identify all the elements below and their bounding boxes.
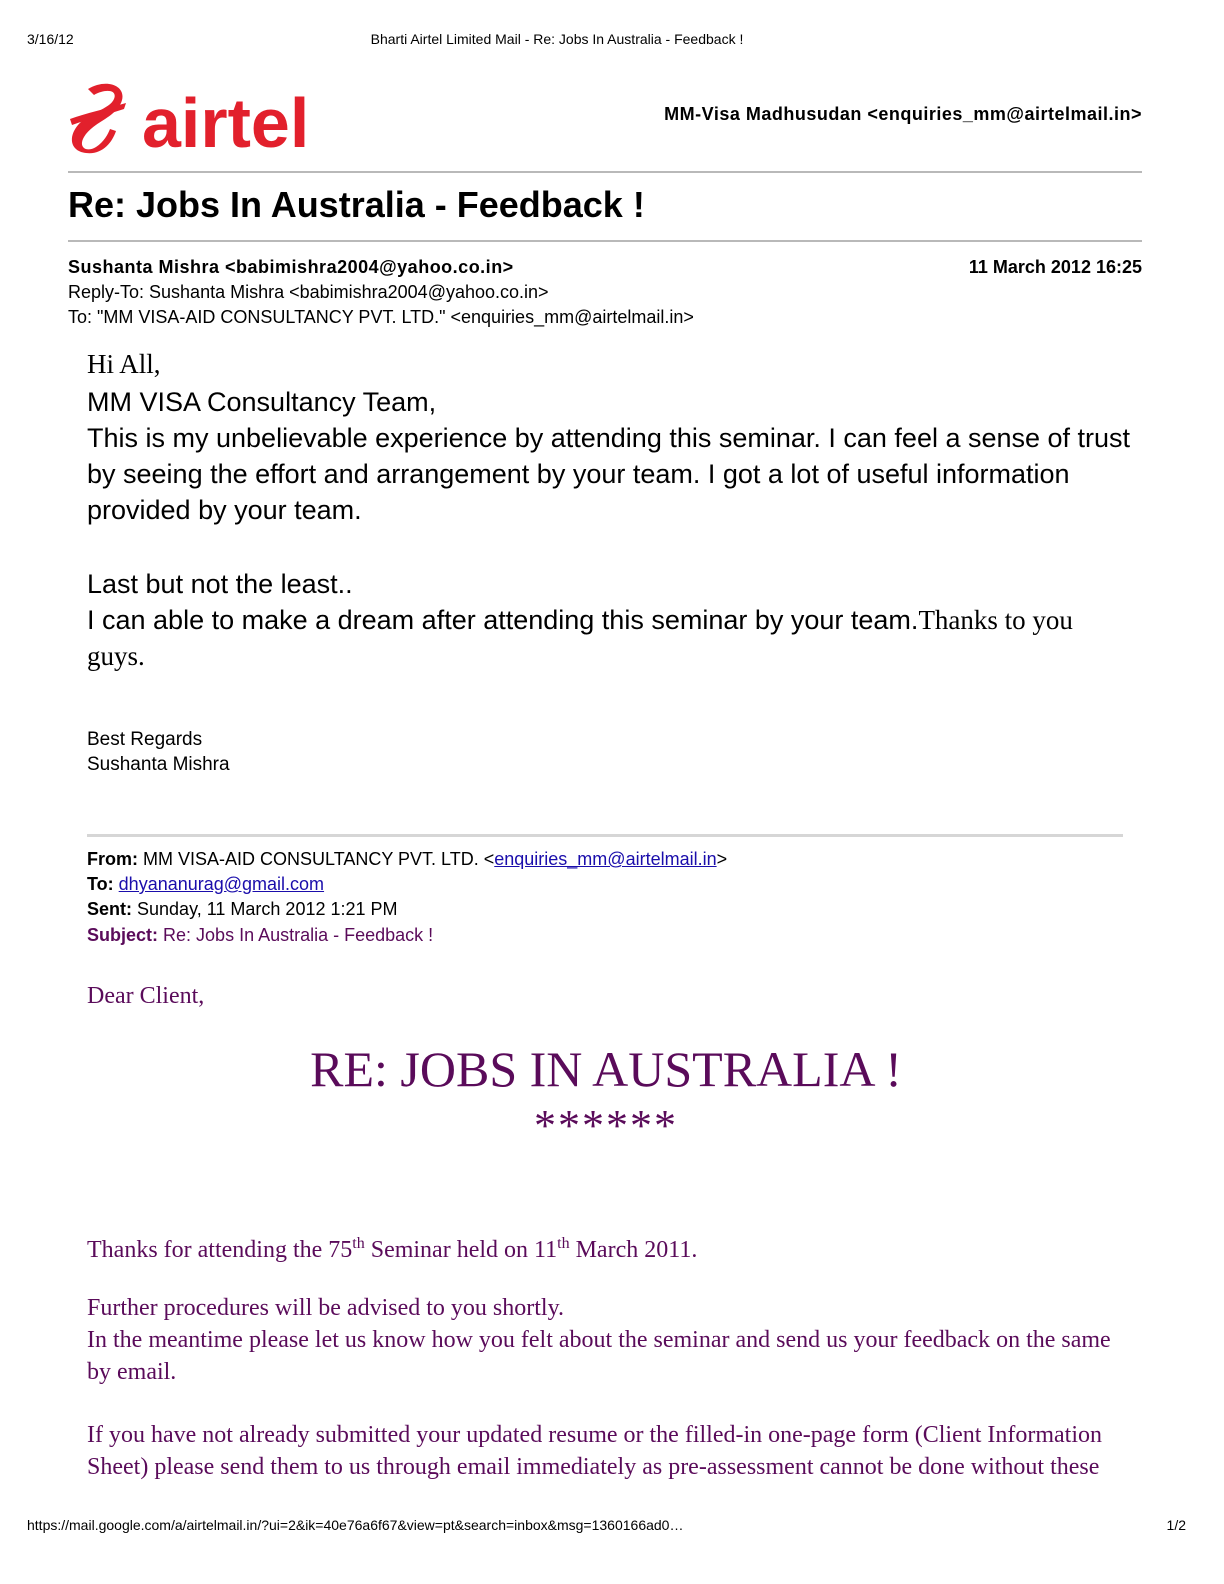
print-date: 3/16/12 [27,31,74,47]
quoted-sent-value: Sunday, 11 March 2012 1:21 PM [137,899,398,919]
quoted-to-label: To: [87,874,114,894]
salutation: Dear Client, [87,983,205,1009]
ordinal-suffix-1: th [352,1235,365,1252]
feedback-request: In the meantime please let us know how you felt about the seminar and send us your feedback on the same by email. [87,1327,1111,1385]
stars-divider: ****** [534,1101,678,1150]
quoted-from-label: From: [87,849,138,869]
team-line: MM VISA Consultancy Team, [87,387,437,417]
resume-request: If you have not already submitted your updated resume or the filled-in one-page form (Client Information Sheet) please send them to us through email immediately as pre-assessment cannot be done without these [87,1422,1103,1480]
further-procedures: Further procedures will be advised to you shortly. [87,1295,565,1321]
airtel-logo-text: airtel [142,84,306,159]
quoted-from [87,849,727,870]
thanks-part-a: Thanks for attending the 75 [87,1237,353,1263]
dream-text: I can able to make a dream after attending this seminar by your team. [87,605,919,635]
signature: Sushanta Mishra [87,754,230,775]
reply-to: Reply-To: Sushanta Mishra <babimishra2004@yahoo.co.in> [68,282,549,302]
quoted-from-close: > [716,849,728,869]
airtel-logo [66,79,306,159]
greeting: Hi All, [87,349,161,379]
regards: Best Regards [87,729,203,750]
airtel-logo-mark-icon [66,79,306,159]
quoted-sent-label: Sent: [87,899,132,919]
quoted-sent [87,899,398,920]
page-number: 1/2 [1166,1517,1186,1533]
quoted-subject-value: Re: Jobs In Australia - Feedback ! [163,925,434,945]
sender: Sushanta Mishra <babimishra2004@yahoo.co.in> [68,257,514,277]
header-divider [68,171,1142,173]
ordinal-suffix-2: th [557,1235,570,1252]
headline: RE: JOBS IN AUSTRALIA ! [310,1041,902,1097]
quoted-to-email-link[interactable]: dhyananurag@gmail.com [118,874,325,894]
email-subject: Re: Jobs In Australia - Feedback ! [68,184,645,225]
dream-paragraph [87,602,1137,674]
quoted-subject-label: Subject: [87,925,159,945]
page-url: https://mail.google.com/a/airtelmail.in/?ui=2&ik=40e76a6f67&view=pt&search=inbox&msg=1360166ad0… [27,1517,684,1533]
last-line: Last but not the least.. [87,569,353,599]
thanks-part-b: Seminar held on 11 [364,1237,558,1263]
account-address: MM-Visa Madhusudan <enquiries_mm@airtelmail.in> [664,104,1142,124]
message-date: 11 March 2012 16:25 [968,257,1142,277]
recipient: To: "MM VISA-AID CONSULTANCY PVT. LTD." <enquiries_mm@airtelmail.in> [68,307,694,327]
seminar-thanks [87,1228,1127,1266]
experience-paragraph: This is my unbelievable experience by attending this seminar. I can feel a sense of trust by seeing the effort and arrangement by your team. I got a lot of useful information provided by your team. [87,423,1131,525]
quote-divider [87,834,1123,837]
thanks-text: Thanks to you guys. [87,605,1073,671]
thanks-part-c: March 2011. [569,1237,698,1263]
subject-divider [68,240,1142,242]
print-title: Bharti Airtel Limited Mail - Re: Jobs In Australia - Feedback ! [370,31,744,47]
quoted-from-name: MM VISA-AID CONSULTANCY PVT. LTD. < [143,849,495,869]
quoted-subject [87,925,433,946]
quoted-from-email-link[interactable]: enquiries_mm@airtelmail.in [494,849,717,869]
quoted-to [87,874,324,895]
